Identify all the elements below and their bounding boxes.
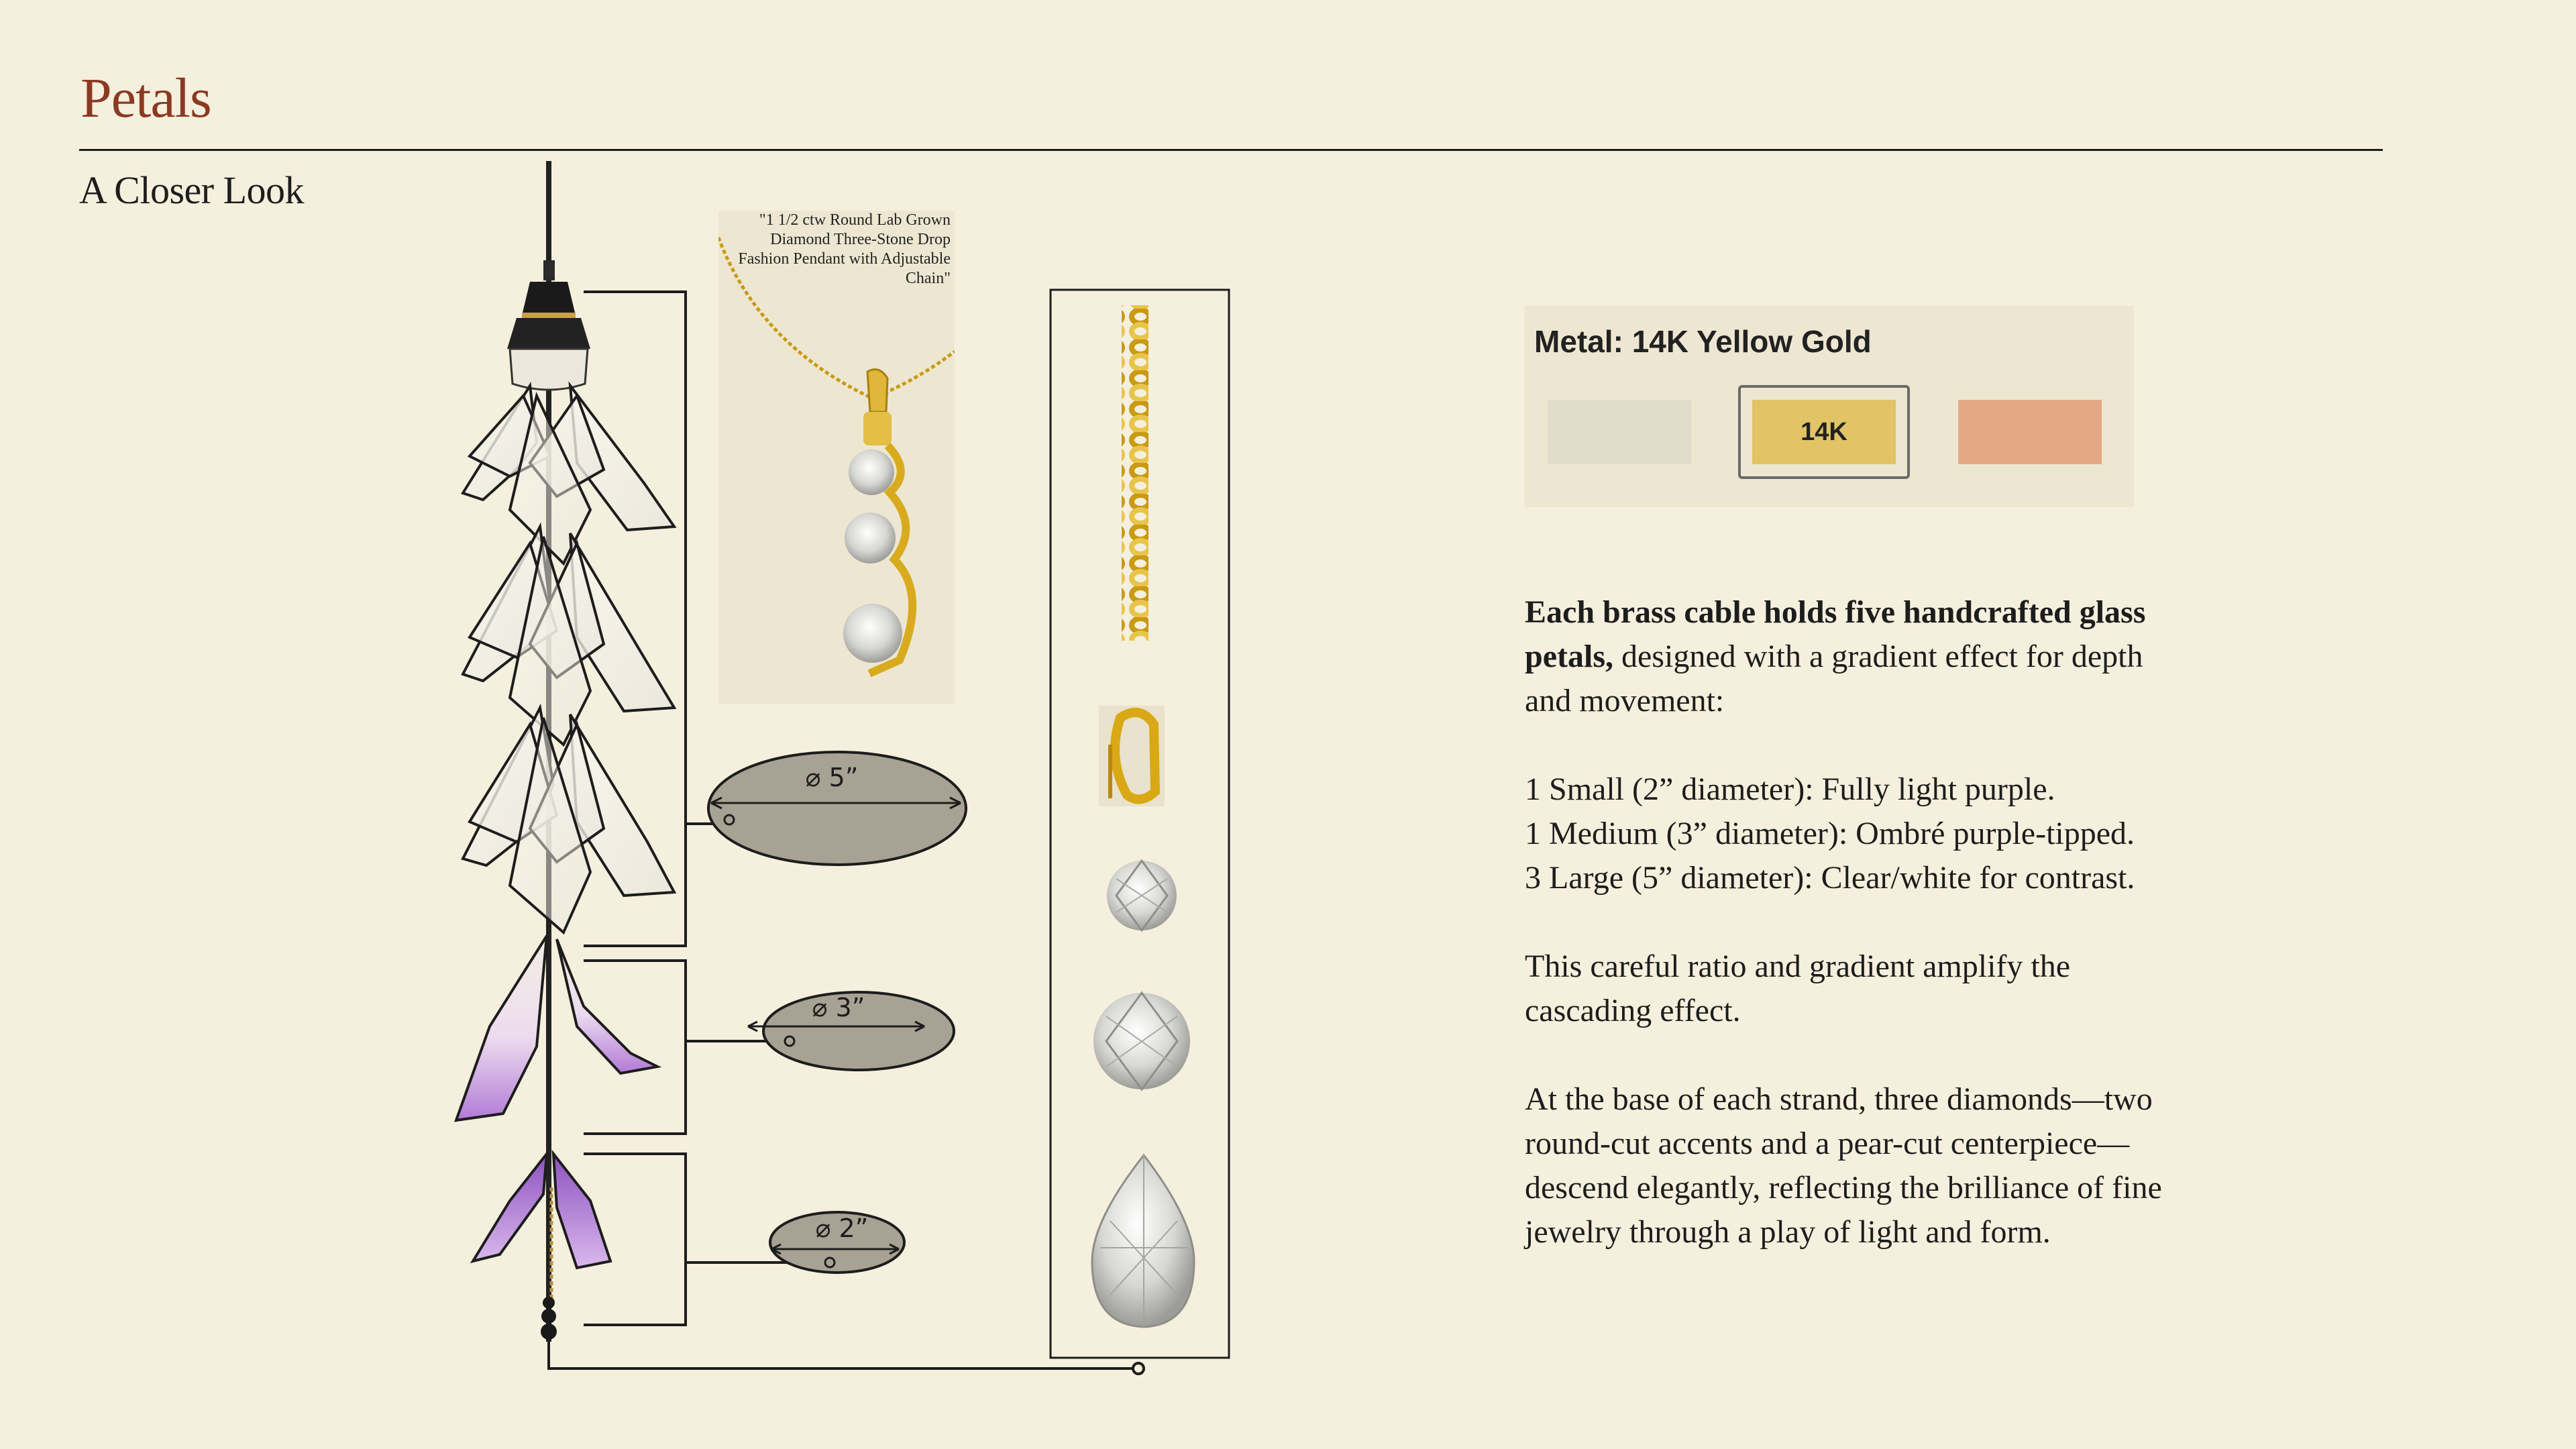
page-title: Petals [80,67,211,129]
gold-bail [1099,706,1165,806]
metal-selected-value: 14K Yellow Gold [1631,324,1872,359]
page-subtitle: A Closer Look [79,168,305,212]
pear-diamond [1092,1155,1194,1327]
reference-pendant-photo [718,211,955,704]
metal-selector-title [1534,323,1872,360]
medium-petal-ombre [456,936,657,1120]
gold-chain [1122,305,1148,641]
base-connector [549,1335,1144,1374]
description-ratio: This careful ratio and gradient amplify the cascading effect. [1525,949,2071,1028]
swatch-white-gold[interactable] [1548,400,1691,464]
large-petal-tier-2 [463,527,674,745]
dim-small [770,1212,904,1273]
swatch-yellow-gold-label: 14K [1801,417,1847,446]
large-petal-tier-1 [463,386,674,564]
metal-label: Metal: [1534,324,1623,359]
description-intro-bold: Each brass cable holds five handcrafted glass petals, [1525,594,2146,674]
large-petal-tier-3 [463,708,674,932]
list-item: 1 Medium (3” diameter): Ombré purple-tipped. [1525,816,2135,851]
dim-medium [748,992,954,1070]
dim-medium-label: ⌀ 3” [812,993,865,1022]
round-diamond-small [1107,861,1177,930]
dim-large [708,752,966,865]
cable-sleeve [543,260,555,280]
dim-small-label: ⌀ 2” [815,1214,869,1243]
base-beads [541,1297,557,1340]
list-item: 1 Small (2” diameter): Fully light purple. [1525,771,2055,807]
reference-photo-caption: "1 1/2 ctw Round Lab Grown Diamond Three-Stone Drop Fashion Pendant with Adjustable Chain" [738,211,951,287]
description-intro-rest: designed with a gradient effect for depth and movement: [1525,639,2143,718]
metal-selector [1525,306,2134,507]
small-petal-purple [473,1154,610,1268]
swatch-rose-gold[interactable] [1958,400,2102,464]
description-intro [1525,590,2169,723]
petal-size-list [1525,767,2169,900]
description-base: At the base of each strand, three diamonds—two round-cut accents and a pear-cut centerpiece—descend elegantly, reflecting the brilliance of fine jewelry through a play of light and form. [1525,1081,2162,1250]
list-item: 3 Large (5” diameter): Clear/white for contrast. [1525,860,2135,896]
round-diamond-medium [1093,993,1190,1089]
pendant-socket [507,282,590,390]
description [1525,590,2169,1299]
swatch-yellow-gold[interactable] [1752,400,1896,464]
dim-large-label: ⌀ 5” [805,763,859,792]
